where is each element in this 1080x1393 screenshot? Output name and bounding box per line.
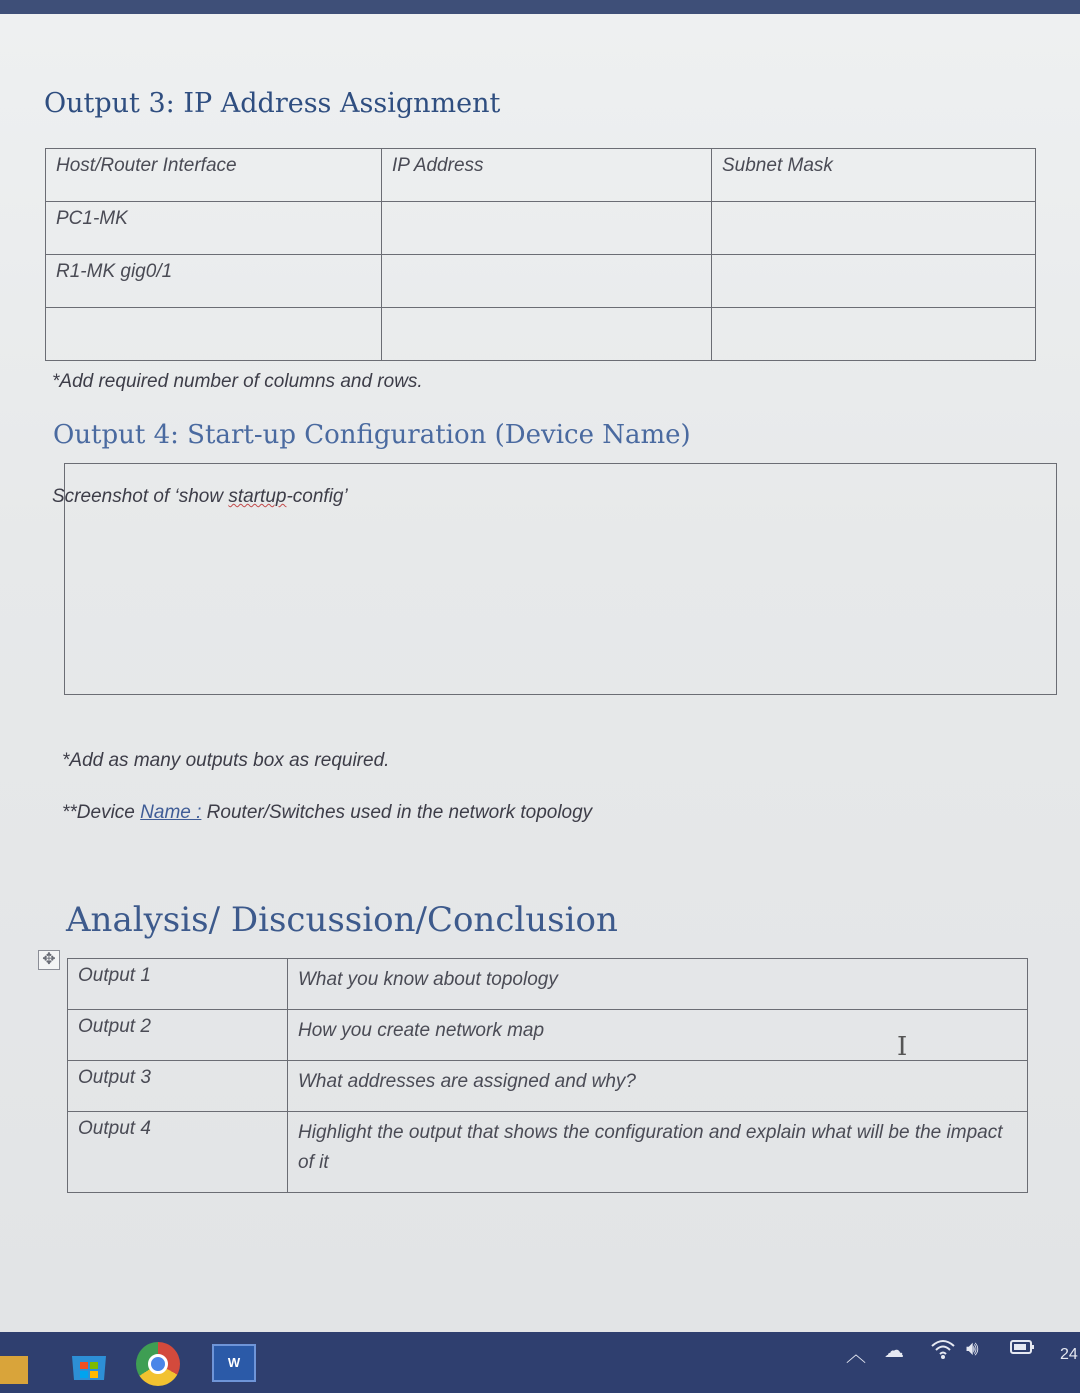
add-outputs-note: *Add as many outputs box as required. [62, 750, 390, 771]
header-ip-address[interactable]: IP Address [382, 149, 712, 202]
output3-heading: Output 3: IP Address Assignment [44, 88, 501, 119]
analysis-question-cell[interactable]: How you create network map [288, 1010, 1028, 1061]
table-cell[interactable] [712, 308, 1036, 361]
analysis-output-cell[interactable]: Output 2 [68, 1010, 288, 1061]
analysis-question-cell[interactable]: What addresses are assigned and why? [288, 1061, 1028, 1112]
table-cell[interactable] [712, 255, 1036, 308]
taskbar [0, 1332, 1080, 1393]
note-text: **Device [62, 802, 141, 823]
table-row [46, 308, 1036, 361]
label-text: Screenshot of ‘show [52, 486, 229, 507]
add-rows-note: *Add required number of columns and rows. [52, 371, 423, 392]
table-cell[interactable] [382, 308, 712, 361]
device-name-note [62, 802, 592, 824]
note-text: Router/Switches used in the network topology [201, 802, 593, 823]
table-cell[interactable] [46, 308, 382, 361]
table-row [46, 255, 1036, 308]
onedrive-icon[interactable]: ☁ [884, 1340, 904, 1362]
file-explorer-icon[interactable] [0, 1356, 28, 1384]
store-icon[interactable] [66, 1344, 112, 1382]
header-subnet-mask[interactable]: Subnet Mask [712, 149, 1036, 202]
table-row [68, 1061, 1028, 1112]
table-cell[interactable]: R1-MK gig0/1 [46, 255, 382, 308]
table-row [68, 1112, 1028, 1193]
analysis-heading: Analysis/ Discussion/Conclusion [66, 900, 618, 940]
battery-icon[interactable] [1010, 1338, 1036, 1362]
ip-address-table[interactable] [45, 148, 1036, 361]
table-cell[interactable]: PC1-MK [46, 202, 382, 255]
analysis-output-cell[interactable]: Output 4 [68, 1112, 288, 1193]
device-name-link: Name : [140, 802, 202, 823]
spellcheck-word: startup [228, 486, 287, 507]
analysis-question-cell[interactable]: What you know about topology [288, 959, 1028, 1010]
analysis-output-cell[interactable]: Output 3 [68, 1061, 288, 1112]
text-cursor-icon: I [897, 1032, 908, 1062]
chrome-icon[interactable] [136, 1342, 180, 1386]
table-header-row [46, 149, 1036, 202]
table-cell[interactable] [712, 202, 1036, 255]
table-row [68, 959, 1028, 1010]
table-cell[interactable] [382, 202, 712, 255]
table-cell[interactable] [382, 255, 712, 308]
screenshot-box-label [52, 486, 348, 508]
analysis-output-cell[interactable]: Output 1 [68, 959, 288, 1010]
analysis-table[interactable] [67, 958, 1028, 1193]
chevron-up-icon[interactable]: ︿ [846, 1344, 866, 1366]
table-row [68, 1010, 1028, 1061]
table-move-handle-icon[interactable]: ✥ [38, 950, 60, 970]
header-host-interface[interactable]: Host/Router Interface [46, 149, 382, 202]
wifi-icon[interactable] [930, 1338, 956, 1366]
window-top-bar [0, 0, 1080, 14]
tray-clock[interactable]: 24 [1060, 1346, 1078, 1363]
output4-heading: Output 4: Start-up Configuration (Device Name) [53, 420, 691, 450]
word-icon[interactable]: W [212, 1344, 256, 1382]
table-row [46, 202, 1036, 255]
label-text: -config’ [286, 486, 348, 507]
volume-icon[interactable]: 🔊︎ [966, 1338, 979, 1360]
analysis-question-cell[interactable]: Highlight the output that shows the configuration and explain what will be the impact of it [288, 1112, 1028, 1193]
